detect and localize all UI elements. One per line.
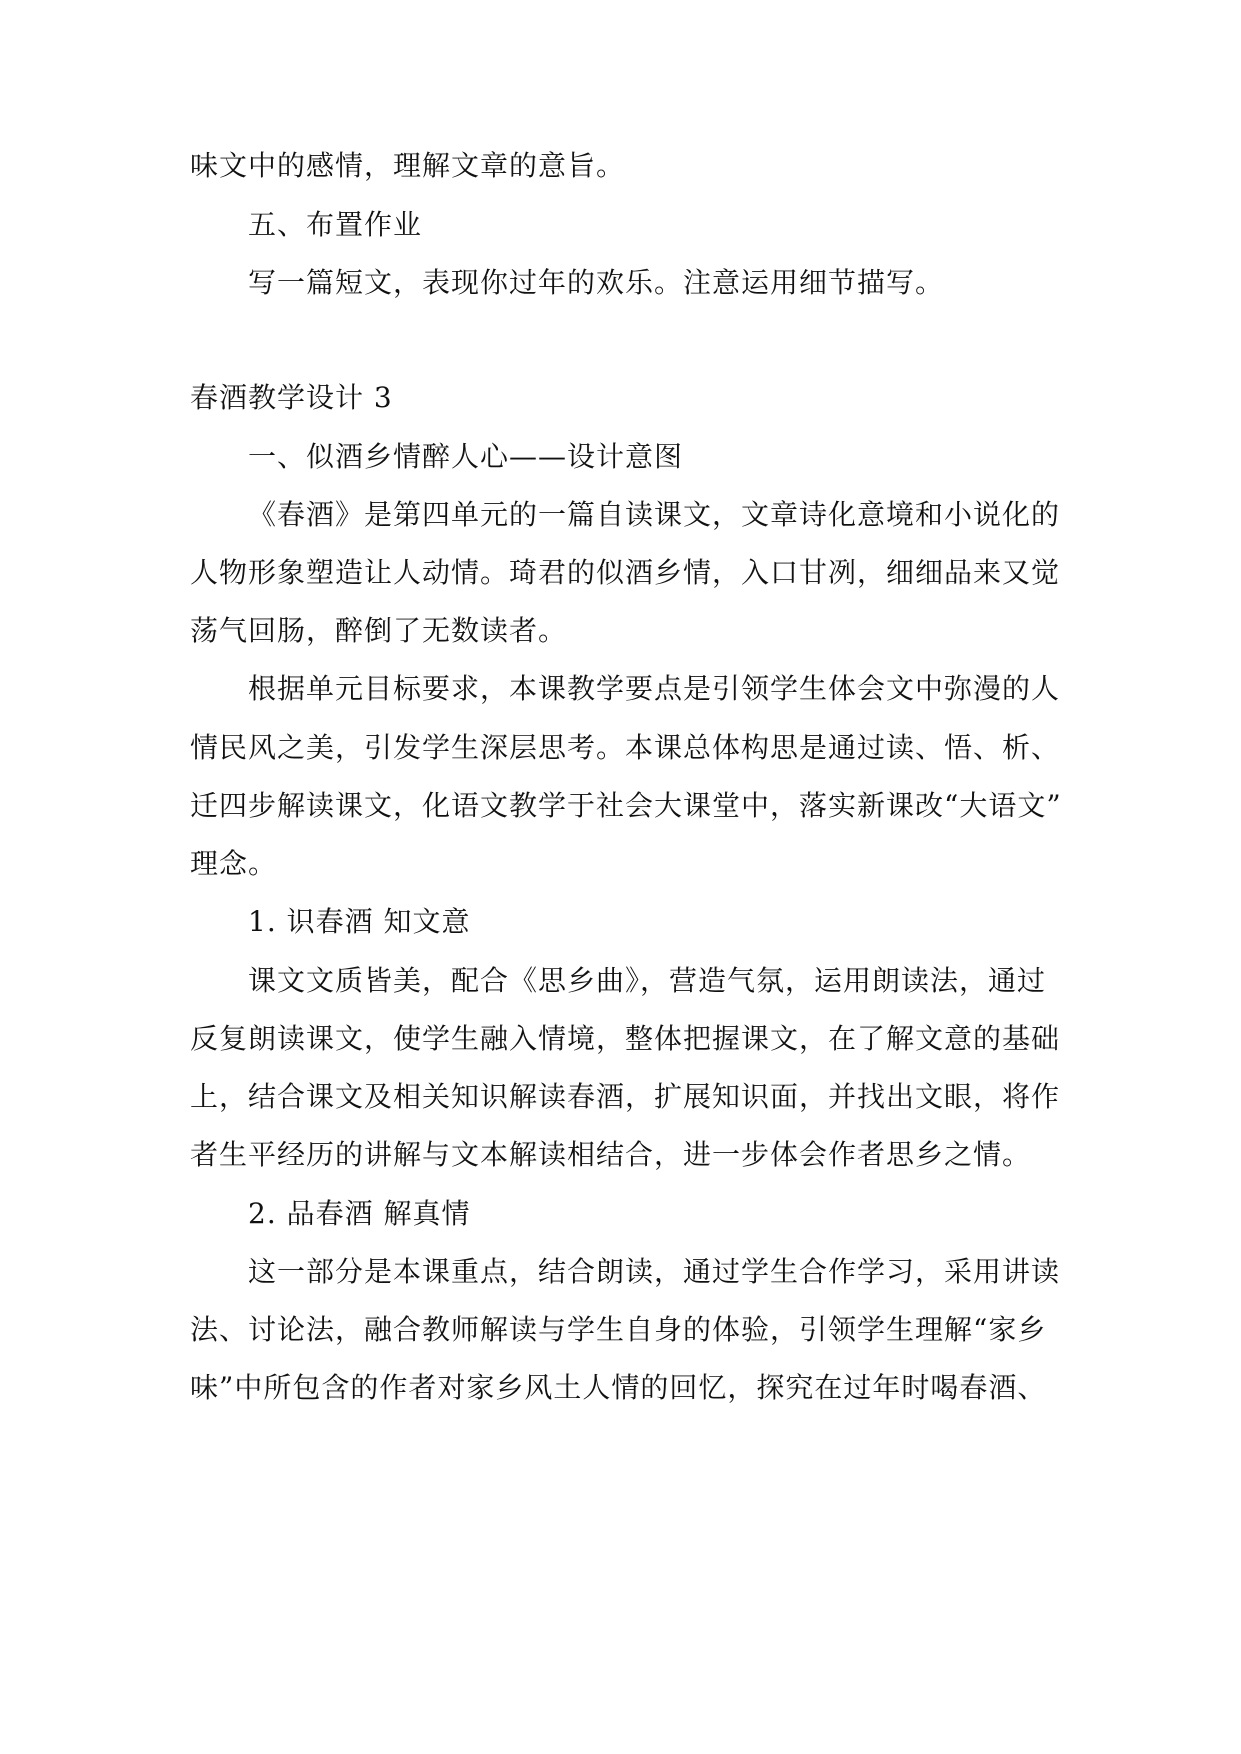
paragraph-line: 荡气回肠，醉倒了无数读者。 bbox=[190, 614, 568, 647]
paragraph-line: 《春酒》是第四单元的一篇自读课文，文章诗化意境和小说化的 bbox=[248, 498, 1061, 531]
paragraph-line: 味”中所包含的作者对家乡风土人情的回忆，探究在过年时喝春酒、 bbox=[190, 1371, 1047, 1404]
subsection-heading: 2. 品春酒 解真情 bbox=[248, 1197, 471, 1230]
section-heading: 一、似酒乡情醉人心——设计意图 bbox=[248, 440, 684, 473]
paragraph-line: 上，结合课文及相关知识解读春酒，扩展知识面，并找出文眼，将作 bbox=[190, 1080, 1061, 1113]
paragraph-line: 写一篇短文，表现你过年的欢乐。注意运用细节描写。 bbox=[248, 266, 945, 299]
paragraph-line: 课文文质皆美，配合《思乡曲》，营造气氛，运用朗读法，通过 bbox=[248, 964, 1047, 997]
paragraph-line: 法、讨论法，融合教师解读与学生自身的体验，引领学生理解“家乡 bbox=[190, 1313, 1047, 1346]
paragraph-line: 情民风之美，引发学生深层思考。本课总体构思是通过读、悟、析、 bbox=[190, 731, 1061, 764]
paragraph-line: 者生平经历的讲解与文本解读相结合，进一步体会作者思乡之情。 bbox=[190, 1138, 1032, 1171]
section-heading: 五、布置作业 bbox=[248, 208, 423, 241]
paragraph-line: 人物形象塑造让人动情。琦君的似酒乡情，入口甘冽，细细品来又觉 bbox=[190, 556, 1061, 589]
paragraph-line: 这一部分是本课重点，结合朗读，通过学生合作学习，采用讲读 bbox=[248, 1255, 1061, 1288]
paragraph-line: 反复朗读课文，使学生融入情境，整体把握课文，在了解文意的基础 bbox=[190, 1022, 1061, 1055]
paragraph-line: 迁四步解读课文，化语文教学于社会大课堂中，落实新课改“大语文” bbox=[190, 789, 1062, 822]
paragraph-line: 根据单元目标要求，本课教学要点是引领学生体会文中弥漫的人 bbox=[248, 672, 1061, 705]
paragraph-line: 味文中的感情，理解文章的意旨。 bbox=[190, 149, 626, 182]
document-title: 春酒教学设计 3 bbox=[190, 381, 393, 414]
paragraph-line: 理念。 bbox=[190, 847, 278, 880]
subsection-heading: 1. 识春酒 知文意 bbox=[248, 905, 471, 938]
